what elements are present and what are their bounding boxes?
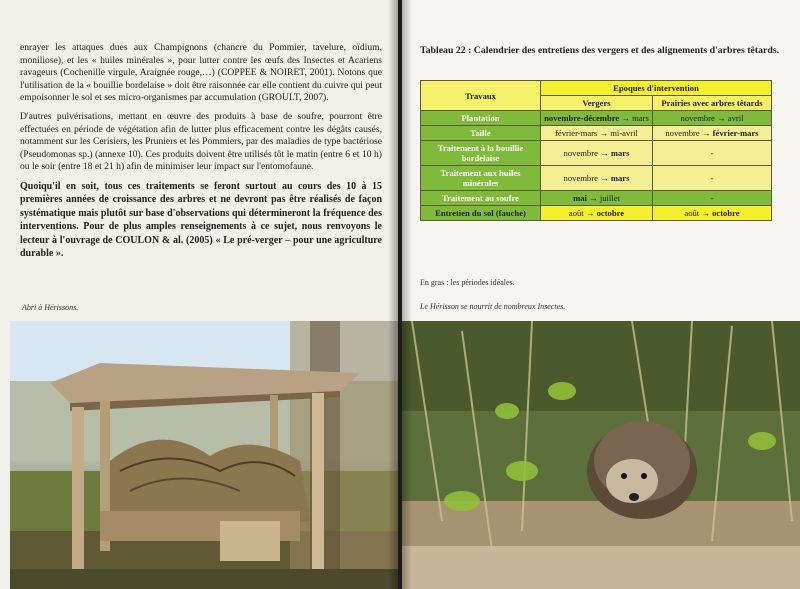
photo-hedgehog — [402, 321, 800, 589]
cell-vergers: février-mars → mi-avril — [541, 126, 653, 141]
left-page — [0, 0, 398, 589]
cell-prairies: - — [653, 166, 772, 191]
shelter-illustration — [10, 321, 398, 589]
bold-paragraph: Quoiqu'il en soit, tous ces traitements se feront surtout au cours des 10 à 15 premières années de croissance des arbres et ne devront pas être réalisés de façon systématique mais plutôt sur base d'observations qui détermineront la fréquence des interventions. Pour de plus amples renseignements à ce sujet, nous renvoyons le lecteur à l'ouvrage de COULON & al. (2005) « Le pré-verger – pour une agriculture durable ». — [20, 180, 382, 259]
book-gutter — [388, 0, 412, 589]
table-row — [421, 126, 772, 141]
row-label: Traitement à la bouillie bordelaise — [421, 141, 541, 166]
header-prairies: Prairies avec arbres têtards — [653, 96, 772, 111]
bold-legend-note: En gras : les périodes idéales. — [420, 278, 515, 287]
paragraph-2: D'autres pulvérisations, mettant en œuvre des produits à base de soufre, pourront être effectuées en période de végétation afin de lutter plus efficacement contre les dégâts causés, notamment sur les Cerisiers, les Pruniers et les Pommiers, par des maladies de type bactériose (Pseudomonas sp.) (annexe 10). Ces produits doivent être utilisés tôt le matin (entre 6 et 10 h) ou le soir (entre 18 et 21 h) afin de minimiser leur impact sur l'entomofaune. — [20, 110, 382, 173]
table-row — [421, 206, 772, 221]
cell-vergers: mai → juillet — [541, 191, 653, 206]
paragraph-1: enrayer les attaques dues aux Champignons (chancre du Pommier, tavelure, oïdium, moniliose), et les « huiles minérales », pour lutter contre les œufs des Insectes et Acariens ravageurs (Cochenille virgule, Araignée rouge,…) (COPPEE & NOIRET, 2001). Notons que l'utilisation de la « bouillie bordelaise » doit être raisonnée car elle contient du cuivre qui peut empoisonner le sol et ses micro-organismes par accumulation (GROULT, 2007). — [20, 42, 382, 104]
table-title: Tableau 22 : Calendrier des entretiens des vergers et des alignements d'arbres têtards. — [420, 45, 780, 56]
table-row — [421, 141, 772, 166]
row-label: Traitement au soufre — [421, 191, 541, 206]
right-page — [402, 0, 800, 589]
caption-hedgehog-shelter: Abri à Hérissons. — [22, 303, 79, 312]
table-row — [421, 191, 772, 206]
row-label: Taille — [421, 126, 541, 141]
cell-vergers: août → octobre — [541, 206, 653, 221]
cell-vergers: novembre → mars — [541, 166, 653, 191]
cell-vergers: novembre-décembre → mars — [541, 111, 653, 126]
cell-prairies: - — [653, 191, 772, 206]
cell-prairies: - — [653, 141, 772, 166]
cell-prairies: novembre → avril — [653, 111, 772, 126]
row-label: Traitement aux huiles minérales — [421, 166, 541, 191]
caption-hedgehog: Le Hérisson se nourrit de nombreux Insectes. — [420, 302, 566, 311]
table-row — [421, 166, 772, 191]
header-vergers: Vergers — [541, 96, 653, 111]
cell-vergers: novembre → mars — [541, 141, 653, 166]
table-row — [421, 111, 772, 126]
row-label: Entretien du sol (fauche) — [421, 206, 541, 221]
header-epoques: Epoques d'intervention — [541, 81, 772, 96]
row-label: Plantation — [421, 111, 541, 126]
photo-hedgehog-shelter — [10, 321, 398, 589]
cell-prairies: novembre → février-mars — [653, 126, 772, 141]
header-travaux: Travaux — [421, 81, 541, 111]
cell-prairies: août → octobre — [653, 206, 772, 221]
maintenance-calendar-table — [420, 80, 772, 221]
hedgehog-illustration — [402, 321, 800, 589]
left-body-text — [20, 42, 382, 266]
